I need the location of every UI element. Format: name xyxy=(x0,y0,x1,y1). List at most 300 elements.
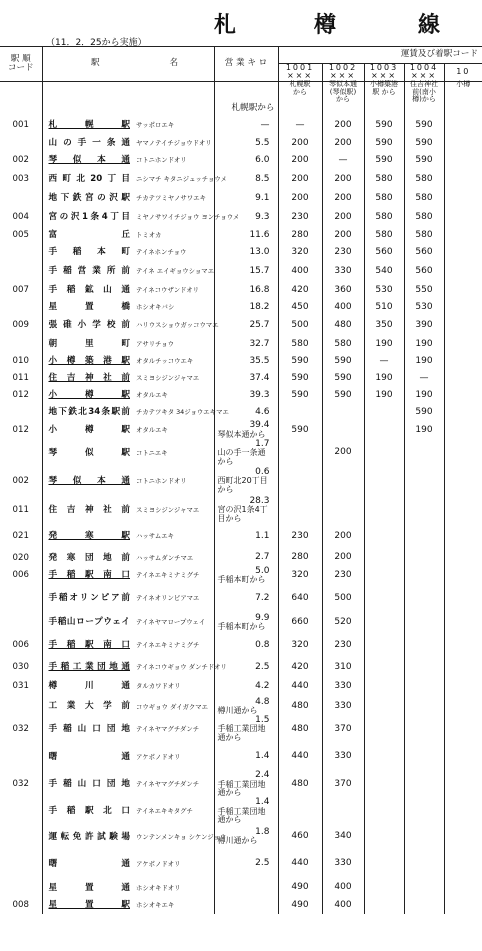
fare-cell: 200 xyxy=(278,152,322,169)
fare-cell xyxy=(444,743,482,771)
service-code-4: 1004 ××× xyxy=(404,64,444,82)
table-row xyxy=(0,467,482,497)
km-value: 28.3 xyxy=(249,495,270,506)
fare-cell xyxy=(404,879,444,897)
station-code: 021 xyxy=(12,531,29,542)
km-cell xyxy=(214,771,278,798)
fare-cell xyxy=(444,404,482,421)
fare-cell xyxy=(364,613,404,633)
km-cell xyxy=(214,370,278,387)
km-cell xyxy=(214,189,278,207)
fare-cell: 190 xyxy=(404,387,444,404)
header-station: 駅 xyxy=(42,47,134,82)
fare-cell xyxy=(404,613,444,633)
km-cell xyxy=(214,440,278,467)
dest-3: 小樽築港 駅 から xyxy=(364,81,404,115)
km-origin-note: 手稲本町から xyxy=(217,575,266,585)
km-cell xyxy=(214,676,278,698)
km-origin-note: 手稲工業団地通から xyxy=(217,724,266,743)
station-name: 朝里町 xyxy=(42,335,134,353)
fare-cell: 440 xyxy=(278,743,322,771)
fare-cell: 200 xyxy=(322,189,364,207)
fare-cell xyxy=(404,585,444,613)
km-value: 0.6 xyxy=(255,467,270,478)
fare-cell: 500 xyxy=(278,316,322,335)
station-name: 地下鉄宮の沢駅 xyxy=(42,189,134,207)
station-code: 006 xyxy=(12,640,29,651)
fare-cell xyxy=(404,716,444,743)
station-code xyxy=(0,879,42,897)
station-code: 031 xyxy=(12,681,29,692)
fare-cell: 540 xyxy=(364,261,404,281)
dest-2: 琴似本通 (琴似駅) から xyxy=(322,81,364,115)
fare-cell: 420 xyxy=(278,281,322,299)
fare-cell xyxy=(444,440,482,467)
fare-cell: 320 xyxy=(278,567,322,585)
station-name: 小樽築港駅 xyxy=(42,353,134,370)
fare-cell xyxy=(444,316,482,335)
km-value: 9.9 xyxy=(255,612,270,623)
km-value: 16.8 xyxy=(249,284,270,295)
station-kana: アサリチョウ xyxy=(136,339,175,348)
table-row xyxy=(0,743,482,771)
fare-cell xyxy=(404,771,444,798)
fare-cell xyxy=(444,659,482,676)
km-origin-note: 手稲工業団地通から xyxy=(217,779,266,798)
dest-4: 住吉神社 前(南小 樽)から xyxy=(404,81,444,115)
fare-cell: 350 xyxy=(364,316,404,335)
fare-cell: 310 xyxy=(322,659,364,676)
fare-cell xyxy=(364,585,404,613)
fare-cell: 190 xyxy=(364,387,404,404)
km-cell xyxy=(214,849,278,879)
fare-cell xyxy=(444,353,482,370)
station-kana: アケボノドオリ xyxy=(136,752,181,761)
station-kana: スミヨシジンジャマエ xyxy=(136,505,200,514)
km-cell xyxy=(214,879,278,897)
table-row xyxy=(0,798,482,825)
fare-cell xyxy=(404,440,444,467)
km-cell xyxy=(214,798,278,825)
station-code: 011 xyxy=(12,504,29,515)
fare-cell: 590 xyxy=(364,152,404,169)
fare-cell xyxy=(364,524,404,550)
fare-cell xyxy=(444,567,482,585)
fare-cell: 660 xyxy=(278,613,322,633)
fare-cell: 580 xyxy=(404,227,444,244)
fare-cell: 580 xyxy=(404,207,444,227)
station-code xyxy=(0,261,42,281)
fare-cell: 500 xyxy=(322,585,364,613)
station-name: 小樽駅 xyxy=(42,421,134,439)
fare-cell: 200 xyxy=(278,189,322,207)
fare-cell xyxy=(444,152,482,169)
station-kana: タルカワドオリ xyxy=(136,682,181,691)
fare-cell xyxy=(444,585,482,613)
fare-cell: 200 xyxy=(322,524,364,550)
header-km: 営 業 キ ロ xyxy=(214,47,278,82)
station-name: 星置駅 xyxy=(42,897,134,914)
table-body xyxy=(0,81,482,914)
fare-cell: 400 xyxy=(322,299,364,316)
table-row xyxy=(0,771,482,798)
fare-cell xyxy=(364,825,404,849)
km-value: 5.5 xyxy=(255,138,270,149)
fare-cell: 200 xyxy=(278,169,322,189)
table-row xyxy=(0,676,482,698)
station-kana: テイネ エイギョウショマエ xyxy=(136,266,215,275)
km-cell xyxy=(214,135,278,152)
fare-cell xyxy=(322,798,364,825)
station-name: 琴似駅 xyxy=(42,440,134,467)
fare-cell xyxy=(364,849,404,879)
fare-cell: 200 xyxy=(322,207,364,227)
station-kana: オタルエキ xyxy=(136,391,168,400)
station-code: 010 xyxy=(12,356,29,367)
fare-cell: 440 xyxy=(278,676,322,698)
fare-cell: 590 xyxy=(278,353,322,370)
km-value: 9.1 xyxy=(255,192,270,203)
km-value: 6.0 xyxy=(255,155,270,166)
fare-cell: 560 xyxy=(404,244,444,261)
fare-cell: 590 xyxy=(278,370,322,387)
fare-cell: 370 xyxy=(322,771,364,798)
table-row xyxy=(0,698,482,716)
km-cell xyxy=(214,825,278,849)
header-code: 駅 順 コード xyxy=(0,47,42,82)
fare-cell xyxy=(404,633,444,659)
fare-cell xyxy=(404,567,444,585)
effective-date: （11．2．25から実施） xyxy=(46,38,147,48)
km-value: 32.7 xyxy=(249,338,270,349)
station-kana: テイネコウザンドオリ xyxy=(136,285,200,294)
km-value: 4.8 xyxy=(255,696,270,707)
station-kana: テイネヤマグチダンチ xyxy=(136,780,200,789)
km-value: 9.3 xyxy=(255,211,270,222)
station-kana: チカテツミヤノサワエキ xyxy=(136,193,206,202)
fare-cell xyxy=(444,387,482,404)
fare-cell xyxy=(444,227,482,244)
fare-cell: 580 xyxy=(404,189,444,207)
station-kana: ホシオキエキ xyxy=(136,901,175,910)
header-fare: 運賃及び着駅コード xyxy=(278,47,482,64)
station-code: 032 xyxy=(12,724,29,735)
station-name: 発寒団地前 xyxy=(42,550,134,567)
station-name: 曙通 xyxy=(42,849,134,879)
table-row xyxy=(0,299,482,316)
title-char-2: 樽 xyxy=(314,12,339,38)
station-name: 運転免許試験場 xyxy=(42,825,134,849)
fare-cell: 200 xyxy=(322,169,364,189)
station-kana: チカテツキタ 34ジョウエキマエ xyxy=(136,408,229,417)
km-value: 2.5 xyxy=(255,858,270,869)
fare-cell: 230 xyxy=(322,244,364,261)
fare-cell xyxy=(322,497,364,524)
fare-cell: 400 xyxy=(322,897,364,914)
fare-cell: 330 xyxy=(322,849,364,879)
km-cell xyxy=(214,421,278,439)
station-name: 琴似本通 xyxy=(42,467,134,497)
fare-cell xyxy=(444,207,482,227)
fare-table xyxy=(0,46,482,914)
fare-cell xyxy=(404,743,444,771)
fare-cell: 530 xyxy=(404,299,444,316)
km-value: 11.6 xyxy=(249,230,270,241)
fare-cell: 580 xyxy=(364,169,404,189)
km-value: 1.4 xyxy=(255,751,270,762)
km-value: 1.4 xyxy=(255,797,270,808)
station-code: 003 xyxy=(12,173,29,184)
fare-cell: 480 xyxy=(278,771,322,798)
km-cell xyxy=(214,387,278,404)
station-kana: テイネコウギョウ ダンチドオリ xyxy=(136,662,227,671)
fare-cell xyxy=(404,698,444,716)
fare-cell: 400 xyxy=(322,879,364,897)
km-origin-note: 樽川通から xyxy=(217,706,258,716)
fare-cell: 590 xyxy=(404,404,444,421)
fare-cell xyxy=(364,497,404,524)
station-code: 007 xyxy=(12,284,29,295)
fare-cell xyxy=(444,115,482,135)
km-value: 1.5 xyxy=(255,715,270,726)
fare-cell xyxy=(444,497,482,524)
fare-cell xyxy=(444,169,482,189)
km-cell xyxy=(214,524,278,550)
table-row xyxy=(0,825,482,849)
table-row xyxy=(0,227,482,244)
km-cell xyxy=(214,261,278,281)
km-value: 1.7 xyxy=(255,438,270,449)
station-kana: コトニエキ xyxy=(136,448,168,457)
km-cell xyxy=(214,550,278,567)
fare-cell: 280 xyxy=(278,550,322,567)
fare-cell: 640 xyxy=(278,585,322,613)
fare-cell xyxy=(444,335,482,353)
fare-cell xyxy=(444,421,482,439)
station-code xyxy=(0,440,42,467)
service-code-5: 10 xyxy=(444,64,482,82)
km-origin-note: 山の手一条通から xyxy=(217,447,266,466)
fare-cell xyxy=(404,897,444,914)
fare-cell: — xyxy=(404,370,444,387)
table-row xyxy=(0,169,482,189)
km-value: 18.2 xyxy=(249,302,270,313)
fare-cell xyxy=(404,467,444,497)
fare-cell: 200 xyxy=(322,440,364,467)
table-row xyxy=(0,244,482,261)
station-name: 星置通 xyxy=(42,879,134,897)
fare-cell: — xyxy=(278,115,322,135)
fare-cell: 230 xyxy=(278,524,322,550)
table-row xyxy=(0,550,482,567)
km-cell xyxy=(214,716,278,743)
km-origin-note: 宮の沢1条4丁目から xyxy=(217,504,268,523)
km-origin-note: 手稲本町から xyxy=(217,622,266,632)
fare-cell: 560 xyxy=(404,261,444,281)
fare-cell xyxy=(444,716,482,743)
km-value: 2.7 xyxy=(255,552,270,563)
station-code: 002 xyxy=(12,476,29,487)
station-name: 樽川通 xyxy=(42,676,134,698)
station-name: 小樽駅 xyxy=(42,387,134,404)
station-name: 宮の沢1条4丁目 xyxy=(42,207,134,227)
table-row xyxy=(0,659,482,676)
station-code: 006 xyxy=(12,570,29,581)
station-kana: ヤマノテイチジョウドオリ xyxy=(136,139,212,148)
station-kana: テイネヤマグチダンチ xyxy=(136,725,200,734)
fare-cell xyxy=(444,825,482,849)
station-kana: オタルエキ xyxy=(136,426,168,435)
service-code-2: 1002 ××× xyxy=(322,64,364,82)
km-cell xyxy=(214,281,278,299)
station-code: 004 xyxy=(12,211,29,222)
fare-cell xyxy=(444,879,482,897)
fare-cell: 230 xyxy=(278,207,322,227)
station-kana: コトニホンドオリ xyxy=(136,156,187,165)
station-name: 星置橋 xyxy=(42,299,134,316)
fare-cell xyxy=(364,404,404,421)
fare-cell xyxy=(444,281,482,299)
station-code xyxy=(0,849,42,879)
km-value: — xyxy=(260,119,270,130)
table-row xyxy=(0,207,482,227)
km-cell xyxy=(214,299,278,316)
station-name: 手稲鉱山通 xyxy=(42,281,134,299)
fare-cell: 370 xyxy=(322,716,364,743)
station-code: 030 xyxy=(12,661,29,672)
station-code: 032 xyxy=(12,779,29,790)
fare-cell: 510 xyxy=(364,299,404,316)
fare-cell xyxy=(444,467,482,497)
km-cell xyxy=(214,335,278,353)
km-value: 35.5 xyxy=(249,356,270,367)
fare-cell: 230 xyxy=(322,567,364,585)
station-kana: スミヨシジンジャマエ xyxy=(136,374,200,383)
km-cell xyxy=(214,152,278,169)
station-code xyxy=(0,698,42,716)
station-kana: ミヤノサワイチジョウ ヨンチョウメ xyxy=(136,212,240,221)
table-row xyxy=(0,849,482,879)
fare-cell xyxy=(364,550,404,567)
fare-cell: 200 xyxy=(322,227,364,244)
station-kana: テイネヤマロープウェイ xyxy=(136,618,206,627)
fare-cell: 480 xyxy=(278,716,322,743)
fare-cell: 590 xyxy=(322,353,364,370)
fare-cell: 360 xyxy=(322,281,364,299)
station-name: 西町北20丁目 xyxy=(42,169,134,189)
station-name: 琴似本通 xyxy=(42,152,134,169)
station-code: 011 xyxy=(12,373,29,384)
station-name: 住吉神社前 xyxy=(42,370,134,387)
fare-cell: 480 xyxy=(278,698,322,716)
station-kana: サッポロエキ xyxy=(136,120,175,129)
service-code-3: 1003 ××× xyxy=(364,64,404,82)
table-row xyxy=(0,152,482,169)
fare-cell: 400 xyxy=(278,261,322,281)
station-kana: テイネホンチョウ xyxy=(136,248,187,257)
km-cell xyxy=(214,633,278,659)
station-code xyxy=(0,613,42,633)
table-row xyxy=(0,115,482,135)
fare-cell: 520 xyxy=(322,613,364,633)
fare-cell xyxy=(444,771,482,798)
station-code xyxy=(0,299,42,316)
station-name: 手稲駅南口 xyxy=(42,567,134,585)
km-cell xyxy=(214,613,278,633)
fare-cell xyxy=(278,497,322,524)
station-code xyxy=(0,825,42,849)
fare-cell xyxy=(444,698,482,716)
fare-cell: 580 xyxy=(404,169,444,189)
table-row xyxy=(0,281,482,299)
station-code xyxy=(0,585,42,613)
fare-cell: 200 xyxy=(322,550,364,567)
km-value: 5.0 xyxy=(255,565,270,576)
station-name: 工業大学前 xyxy=(42,698,134,716)
fare-cell xyxy=(444,798,482,825)
station-name: 手稲本町 xyxy=(42,244,134,261)
station-code xyxy=(0,244,42,261)
station-code xyxy=(0,335,42,353)
fare-cell: 190 xyxy=(404,353,444,370)
station-name: 手稲オリンピア前 xyxy=(42,585,134,613)
fare-cell xyxy=(444,261,482,281)
fare-cell: 580 xyxy=(364,207,404,227)
station-kana: アケボノドオリ xyxy=(136,859,181,868)
km-origin-note: 樽川通から xyxy=(217,836,258,846)
fare-cell: 340 xyxy=(322,825,364,849)
km-value: 39.3 xyxy=(249,390,270,401)
fare-cell: 590 xyxy=(278,387,322,404)
station-code: 008 xyxy=(12,900,29,911)
fare-cell: 230 xyxy=(322,633,364,659)
station-code xyxy=(0,798,42,825)
fare-cell xyxy=(404,524,444,550)
fare-cell: 480 xyxy=(322,316,364,335)
fare-cell xyxy=(444,613,482,633)
header-name: 名 xyxy=(134,47,214,82)
fare-cell: 200 xyxy=(322,115,364,135)
fare-cell: 590 xyxy=(404,152,444,169)
fare-cell: 580 xyxy=(364,189,404,207)
table-row xyxy=(0,335,482,353)
fare-cell: 450 xyxy=(278,299,322,316)
km-value: 37.4 xyxy=(249,373,270,384)
station-name: 住吉神社前 xyxy=(42,497,134,524)
station-name: 張碓小学校前 xyxy=(42,316,134,335)
fare-cell xyxy=(278,404,322,421)
station-code xyxy=(0,135,42,152)
fare-cell: 190 xyxy=(404,335,444,353)
table-row xyxy=(0,370,482,387)
fare-cell: 330 xyxy=(322,676,364,698)
station-code xyxy=(0,189,42,207)
fare-cell: 530 xyxy=(364,281,404,299)
fare-cell: 330 xyxy=(322,261,364,281)
dest-1: 札幌駅 から xyxy=(278,81,322,115)
fare-cell xyxy=(404,849,444,879)
km-cell xyxy=(214,897,278,914)
station-code xyxy=(0,404,42,421)
service-code-1: 1001 ××× xyxy=(278,64,322,82)
table-row xyxy=(0,440,482,467)
station-name: 手稲営業所前 xyxy=(42,261,134,281)
title-char-3: 線 xyxy=(418,12,443,38)
table-row xyxy=(0,567,482,585)
fare-cell xyxy=(444,849,482,879)
fare-cell xyxy=(444,676,482,698)
station-kana: ウンテンメンキョ シケンジョウ xyxy=(136,832,227,841)
